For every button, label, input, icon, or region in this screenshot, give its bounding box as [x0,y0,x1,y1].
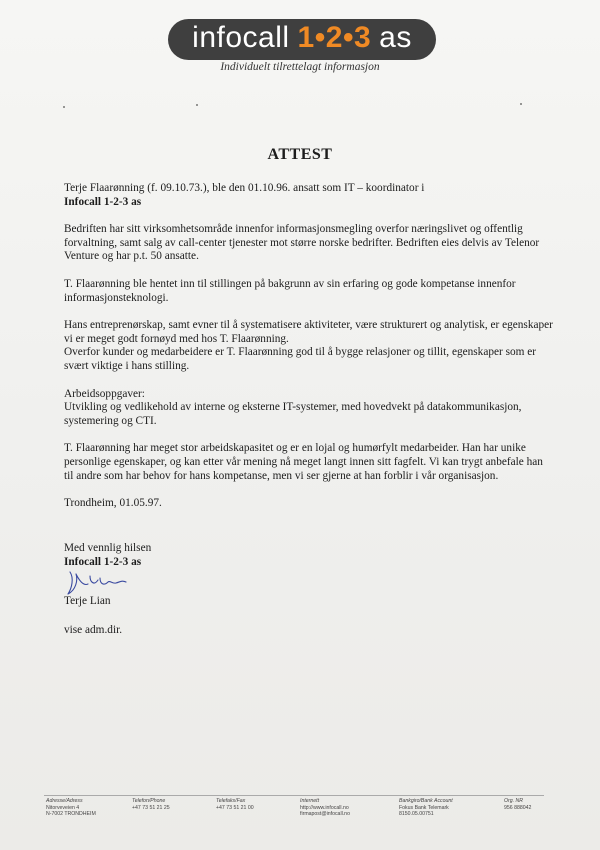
intro-text: Terje Flaarønning (f. 09.10.73.), ble den 01.10.96. ansatt som IT – koordinator i [64,182,425,194]
footer-phone: Telefon/Phone +47 73 51 21 25 [132,798,170,811]
logo-digit-2: 2 [325,21,343,54]
footer-divider [44,795,544,796]
closing-company: Infocall 1-2-3 as [64,555,142,568]
paragraph-company: Bedriften har sitt virksomhetsområde innenfor informasjonsmegling overfor næringslivet og offentlig forvaltning, samt salg av call-center tjenester mot større norske bedrifter. Bedriften eies delvis av Telenor Venture og har p.t. 50 ansatte. [64,223,540,263]
closing [64,542,364,569]
logo-digit-3: 3 [353,21,372,54]
greeting: Med vennlig hilsen [64,542,152,554]
intro-company: Infocall 1-2-3 as [64,195,142,208]
tasks-heading: Arbeidsoppgaver: [64,387,145,400]
document-title: ATTEST [267,146,333,163]
scan-speck [196,104,198,106]
footer-bank: Bankgiro/Bank Account Fokus Bank Telemark 8150.05.00751 [399,798,453,817]
signer-role: vise adm.dir. [64,624,123,636]
footer-internet: Internett http://www.infocall.no firmapost@infocall.no [300,798,350,817]
qualities-text-2: Overfor kunder og medarbeidere er T. Flaarønning god til å bygge relasjoner og tillit, egenskaper som er svært viktige i hans stilling. [64,346,537,372]
logo-digit-1: 1 [297,21,315,54]
paragraph-tasks [64,388,554,429]
paragraph-hire: T. Flaarønning ble hentet inn til stillingen på bakgrunn av sin erfaring og gode kompetanse innenfor informasjonsteknologi. [64,277,516,304]
logo-bullet: • [314,21,326,54]
paragraph-recommendation: T. Flaarønning har meget stor arbeidskapasitet og er en lojal og humørfylt medarbeider. Han har unike personlige egenskaper, og kan etter vår mening nå meget langt innen sitt fagfelt. Vi kan trygt anbefale han til andre som har behov for hans kompetanse, men vi ser gjerne at han forblir i vår organisasjon. [64,442,543,482]
qualities-text-1: Hans entreprenørskap, samt evner til å systematisere aktiviteter, være strukturert og analytisk, er egenskaper vi er meget godt fornøyd med hos T. Flaarønning. [64,319,553,345]
footer [44,798,564,828]
letter-body [64,182,554,525]
signer-name: Terje Lian [64,595,111,607]
footer-fax: Telefaks/Fax +47 73 51 21 00 [216,798,254,811]
footer-address: Adresse/Adress Nitorveveien 4 N-7002 TRONDHEIM [46,798,96,817]
tagline: Individuelt tilrettelagt informasjon [220,61,380,73]
company-logo [168,19,436,60]
tasks-text: Utvikling og vedlikehold av interne og eksterne IT-systemer, med hovedvekt på datakommunikasjon, systemering og CTI. [64,401,522,427]
logo-suffix: as [379,21,412,54]
footer-org-number: Org. NR 956 888042 [504,798,532,811]
place-date: Trondheim, 01.05.97. [64,497,162,510]
paragraph-intro [64,182,554,209]
logo-bullet: • [342,21,354,54]
logo-text: infocall [192,21,290,54]
scan-speck [520,103,522,105]
paragraph-qualities [64,319,554,373]
scan-speck [63,106,65,108]
handwritten-signature [64,568,130,598]
